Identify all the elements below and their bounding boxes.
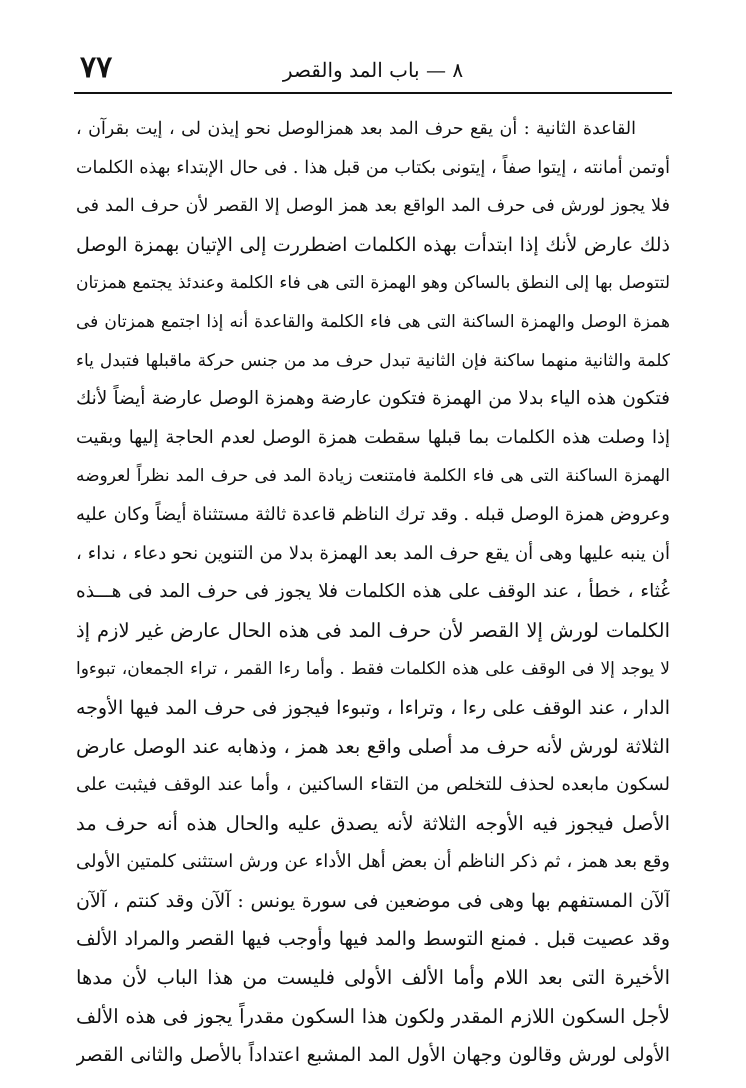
text-line: غُثاء ، خطأ ، عند الوقف على هذه الكلمات فلا يجوز فى حرف المد فى هـــذه — [76, 581, 670, 603]
text-line: همزة الوصل والهمزة الساكنة التى هى فاء الكلمة والقاعدة أنه إذا اجتمع همزتان فى — [76, 311, 670, 332]
text-line: الأولى لورش وقالون وجهان الأول المد المشبع اعتداداً بالأصل والثانى القصر — [76, 1044, 670, 1067]
text-line: وقع بعد همز ، ثم ذكر الناظم أن بعض أهل الأداء عن ورش استثنى كلمتين الأولى — [76, 851, 670, 873]
text-line: لسكون مابعده لحذف للتخلص من التقاء الساكنين ، وأما عند الوقف فيثبت على — [76, 774, 670, 796]
text-line: آلآن المستفهم بها وهى فى موضعين فى سورة يونس : آلآن وقد كنتم ، آلآن — [76, 889, 670, 912]
running-title: ٨ — باب المد والقصر — [282, 58, 464, 82]
page-header — [74, 50, 672, 90]
text-line: الكلمات لورش إلا القصر لأن حرف المد فى هذه الحال عارض غير لازم إذ — [76, 618, 670, 642]
text-line: لتتوصل بها إلى النطق بالساكن وهو الهمزة التى هى فاء الكلمة وعندئذ يجتمع همزتان — [76, 273, 670, 294]
text-line: أوتمن أمانته ، إيتوا صفاً ، إيتونى بكتاب من قبل هذا . فى حال الإبتداء بهذه الكلمات — [76, 157, 670, 178]
header-rule — [74, 92, 672, 94]
text-line: أن ينبه عليها وهى أن يقع حرف المد بعد الهمزة بدلا من التنوين نحو دعاء ، نداء ، — [76, 542, 670, 564]
text-line: كلمة والثانية منهما ساكنة فإن الثانية تبدل حرف مد من جنس حركة ماقبلها فتبدل ياء — [76, 350, 670, 371]
text-line: القاعدة الثانية : أن يقع حرف المد بعد همزالوصل نحو إيذن لى ، إيت بقرآن ، — [76, 119, 636, 139]
text-line: الأخيرة التى بعد اللام وأما الألف الأولى فليست من هذا الباب لأن مدها — [76, 966, 670, 990]
text-line: وقد عصيت قبل . فمنع التوسط والمد فيها وأوجب فيها القصر والمراد الألف — [76, 928, 670, 951]
text-line: فلا يجوز لورش فى حرف المد الواقع بعد همز الوصل إلا القصر لأن حرف المد فى — [76, 196, 670, 217]
text-line: لأجل السكون اللازم المقدر ولكون هذا السكون مقدراً يجوز فى هذه الألف — [76, 1004, 670, 1028]
text-line: ذلك عارض لأنك إذا ابتدأت بهذه الكلمات اضطررت إلى الإتيان بهمزة الوصل — [76, 233, 670, 256]
text-line: لا يوجد إلا فى الوقف على هذه الكلمات فقط . وأما رءا القمر ، تراء الجمعان، تبوءوا — [76, 659, 670, 680]
text-line: فتكون هذه الياء بدلا من الهمزة فتكون عارضة وهمزة الوصل عارضة أيضاً لأنك — [76, 388, 670, 410]
page-number: ٧٧ — [80, 50, 113, 85]
text-line: إذا وصلت هذه الكلمات بما قبلها سقطت همزة الوصل لعدم الحاجة إليها وبقيت — [76, 426, 670, 448]
text-line: الدار ، عند الوقف على رءا ، وتراءا ، وتبوءا فيجوز فى حرف المد فيها الأوجه — [76, 696, 670, 719]
text-line: الثلاثة لورش لأنه حرف مد أصلى واقع بعد همز ، وذهابه عند الوصل عارض — [76, 734, 670, 758]
text-line: وعروض همزة الوصل قبله . وقد ترك الناظم قاعدة ثالثة مستثناة أيضاً وكان عليه — [76, 503, 670, 525]
text-line: الأصل فيجوز فيه الأوجه الثلاثة لأنه يصدق عليه والحال هذه أنه حرف مد — [76, 811, 670, 835]
text-line: الهمزة الساكنة التى هى فاء الكلمة فامتنعت زيادة المد فى حرف المد نظراً لعروضه — [76, 466, 670, 487]
body-text — [76, 110, 670, 1075]
